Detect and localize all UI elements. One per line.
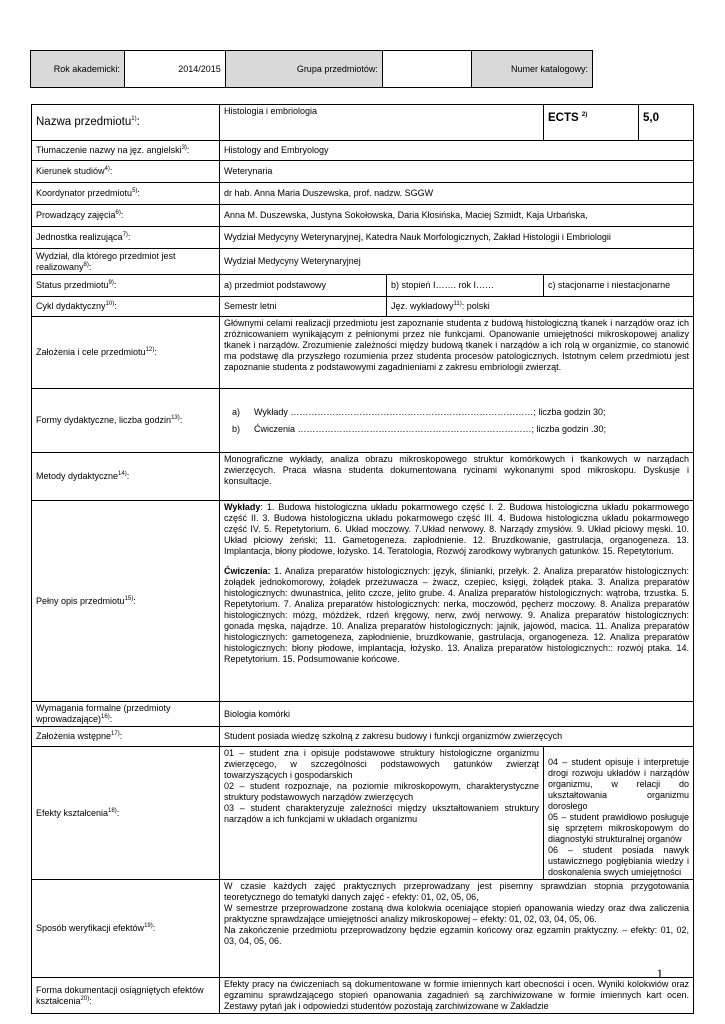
zalozenia-wstepne-value: Student posiada wiedzę szkolną z zakresu budowy i funkcji organizmów zwierzęcych [220,727,694,747]
grupa-label: Grupa przedmiotów: [225,51,382,88]
cykl-value: Semestr letni [220,297,387,317]
ects-label: ECTS $^{2)}$ [544,105,639,141]
formy-item-wyklady: a) Wykłady ………………………………………………………………………; liczba godzin 30; [232,406,606,417]
sposob-line-3: Na zakończenie przedmiotu przeprowadzony będzie egzamin końcowy oraz egzamin praktyczny. – efekty: 01, 02, 03, 04, 05, 06. [224,925,690,946]
status-b: b) stopień I……. rok I…… [387,275,544,297]
cykl-label: Cykl dydaktyczny$^{10)}$: [32,297,220,317]
rok-value: 2014/2015 [124,51,225,88]
wyklady-paragraph: Wykłady: 1. Budowa histologiczna układu pokarmowego część I. 2. Budowa histologiczna układu pokarmowego część II. 3. Budowa histologiczna układu pokarmowego część III. 4. Budowa histologiczna układu pokarmowego część IV. 5. Repetytorium. 6. Układ moczowy. 7.Układ nerwowy. 8. Narządy zmysłów. 9. Układ płciowy męski. 10. Układ płciowy żeński; 11. Gametogeneza. zapłodnienie. 12. Bruzdkowanie, gastrulacja, organogeneza. 13. Implantacja, błony płodowe, łożysko. 14. Teratologia, Rozwój zarodkowy wybranych gatunków. 15. Repetytorium. [224,502,690,556]
status-a: a) przedmiot podstawowy [220,275,387,297]
rok-label: Rok akademicki: [31,51,125,88]
nazwa-label: Nazwa przedmiotu$^{1)}$: [32,105,220,141]
formy-label: Formy dydaktyczne, liczba godzin$^{13)}$: [32,389,220,453]
tlumaczenie-label: Tłumaczenie nazwy na jęz. angielski$^{3)}$: [32,141,220,161]
efekt-06: 06 – student posiada nawyk ustawicznego pogłębiania wiedzy i doskonalenia swych umiejętności [548,845,690,877]
ects-value: 5,0 [639,105,694,141]
kierunek-label: Kierunek studiów$^{4)}$: [32,161,220,183]
page-number: 1 [656,966,663,981]
zalozenia-cele-value: Głównymi celami realizacji przedmiotu jest zapoznanie studenta z budową histologiczną tkanek i narządów oraz ich zróżnicowaniem wynikającym z pełnionymi przez nie funkcjami. Opanowanie umiejętności mikroskopowej analizy tkanek i narządów. Zrozumienie zależności między budową tkanek i narządów a ich rolą w organizmie, co stanowić ma podstawę dla przyszłego rozumienia przez studenta procesów patologicznych. Istotnym celem przedmiotu jest zapoznanie studenta z podstawowymi zagadnieniami z zakresu embriologii zwierząt. [220,317,694,389]
efekty-right [544,747,694,880]
wydzial-label: Wydział, dla którego przedmiot jest realizowany$^{8)}$: [32,249,220,275]
efekty-left [220,747,544,880]
forma-dok-value: Efekty pracy na ćwiczeniach są dokumentowane w formie imiennych kart obecności i ocen. Wyniki kolokwiów oraz egzaminu sprawdzającego stopień opanowania zagadnień są zarchiwizowane w formie imiennych kart ocen. Zestawy pytań jak i odpowiedzi studentów pozostają zarchiwizowane w Zakładzie [220,978,694,1014]
wymagania-value: Biologia komórki [220,702,694,727]
grupa-value [382,51,471,88]
sposob-value [220,880,694,978]
zalozenia-cele-label: Założenia i cele przedmiotu$^{12)}$: [32,317,220,389]
efekt-02: 02 – student rozpoznaje, na poziomie mikroskopowym, charakterystyczne struktury podstawowych narządów zwierzęcych [224,781,540,802]
formy-item-cwiczenia: b) Ćwiczenia ……………………………………………………………………; liczba godzin .30; [232,423,607,434]
prowadzacy-label: Prowadzący zajęcia$^{6)}$: [32,205,220,227]
wydzial-value: Wydział Medycyny Weterynaryjnej [220,249,694,275]
jednostka-label: Jednostka realizująca$^{7)}$: [32,227,220,249]
koordynator-label: Koordynator przedmiotu$^{5)}$: [32,183,220,205]
sposob-line-1: W czasie każdych zajęć praktycznych przeprowadzany jest pisemny sprawdzian stopnia przygotowania teoretycznego do tematyki danych zajęć - efekty: 01, 02, 05, 06, [224,881,690,902]
prowadzacy-value: Anna M. Duszewska, Justyna Sokołowska, Daria Kłosińska, Maciej Szmidt, Kaja Urbańska, [220,205,694,227]
sposob-label: Sposób weryfikacji efektów$^{19)}$: [32,880,220,978]
zalozenia-wstepne-label: Założenia wstępne$^{17)}$: [32,727,220,747]
cwiczenia-paragraph: Ćwiczenia: 1. Analiza preparatów histologicznych: język, ślinianki, przełyk. 2. Analiza preparatów histologicznych: żołądek jednokomorowy, żołądek przeżuwacza – żwacz, czepiec, księgi, żołądek ptaka. 3. Analiza preparatów histologicznych: dwunastnica, jelito czcze, jelito grube. 4. Analiza preparatów histologicznych: wątroba, trzustka. 5. Repetytorium. 7. Analiza preparatów histologicznych: nerka, moczowód, pęcherz moczowy. 8. Analiza preparatów histologicznych: mózg, móżdżek, rdzeń kręgowy, nerw, zwój nerwowy. 9. Analiza preparatów histologicznych: gonada męska, najądrze. 10. Analiza preparatów histologicznych: jajnik, jajowód, macica. 11. Analiza preparatów histologicznych: gametogeneza, zapłodnienie, bruzdkowanie, gastrulacja, organogeneza. 12. Analiza preparatów histologicznych: błony płodowe, implantacja, łożysko. 13. Analiza preparatów histologicznych:: rozwój ptaka. 14. Repetytorium. 15. Podsumowanie końcowe. [224,566,690,664]
forma-dok-label: Forma dokumentacji osiągniętych efektów kształcenia$^{20)}$: [32,978,220,1014]
koordynator-value: dr hab. Anna Maria Duszewska, prof. nadzw. SGGW [220,183,694,205]
formy-value [220,389,694,453]
status-c: c) stacjonarne i niestacjonarne [544,275,694,297]
efekty-label: Efekty kształcenia$^{18)}$: [32,747,220,880]
pelny-opis-value [220,501,694,702]
metody-label: Metody dydaktyczne$^{14)}$: [32,453,220,501]
header-table [30,50,593,88]
pelny-opis-label: Pełny opis przedmiotu$^{15)}$: [32,501,220,702]
nazwa-value: Histologia i embriologia [220,105,544,141]
status-label: Status przedmiotu$^{9)}$: [32,275,220,297]
sposob-line-2: W semestrze przeprowadzone zostaną dwa kolokwia oceniające stopień opanowania wiedzy oraz dwa zaliczenia praktyczne sprawdzające umiejętności analizy mikroskopowej – efekty: 01, 02, 03, 04, 05, 06. [224,903,690,924]
numer-label: Numer katalogowy: [471,51,592,88]
efekt-05: 05 – student prawidłowo posługuje się sprzętem mikroskopowym do diagnostyki strukturalnej organów [548,812,690,844]
course-table [31,104,694,1014]
efekt-01: 01 – student zna i opisuje podstawowe struktury histologiczne organizmu zwierzęcego, w szczególności podstawowych gatunków zwierząt towarzyszących i gospodarskich [224,748,540,780]
efekt-03: 03 – student charakteryzuje zależności między ukształtowaniem struktury narządów a ich funkcjami w układach organizmu [224,803,540,824]
jednostka-value: Wydział Medycyny Weterynaryjnej, Katedra Nauk Morfologicznych, Zakład Histologii i Embriologii [220,227,694,249]
tlumaczenie-value: Histology and Embryology [220,141,694,161]
metody-value: Monograficzne wykłady, analiza obrazu mikroskopowego struktur komórkowych i tkankowych w narządach zwierzęcych. Praca własna studenta dokumentowana rycinami wykonanymi spod mikroskopu. Dyskusje i konsultacje. [220,453,694,501]
jezyk: Jęz. wykładowy$^{11)}$: polski [387,297,694,317]
efekt-04: 04 – student opisuje i interpretuje drogi rozwoju układów i narządów organizmu, w relacji do ukształtowania organizmu dorosłego [548,757,690,811]
wymagania-label: Wymagania formalne (przedmioty wprowadzające)$^{16)}$: [32,702,220,727]
kierunek-value: Weterynaria [220,161,694,183]
